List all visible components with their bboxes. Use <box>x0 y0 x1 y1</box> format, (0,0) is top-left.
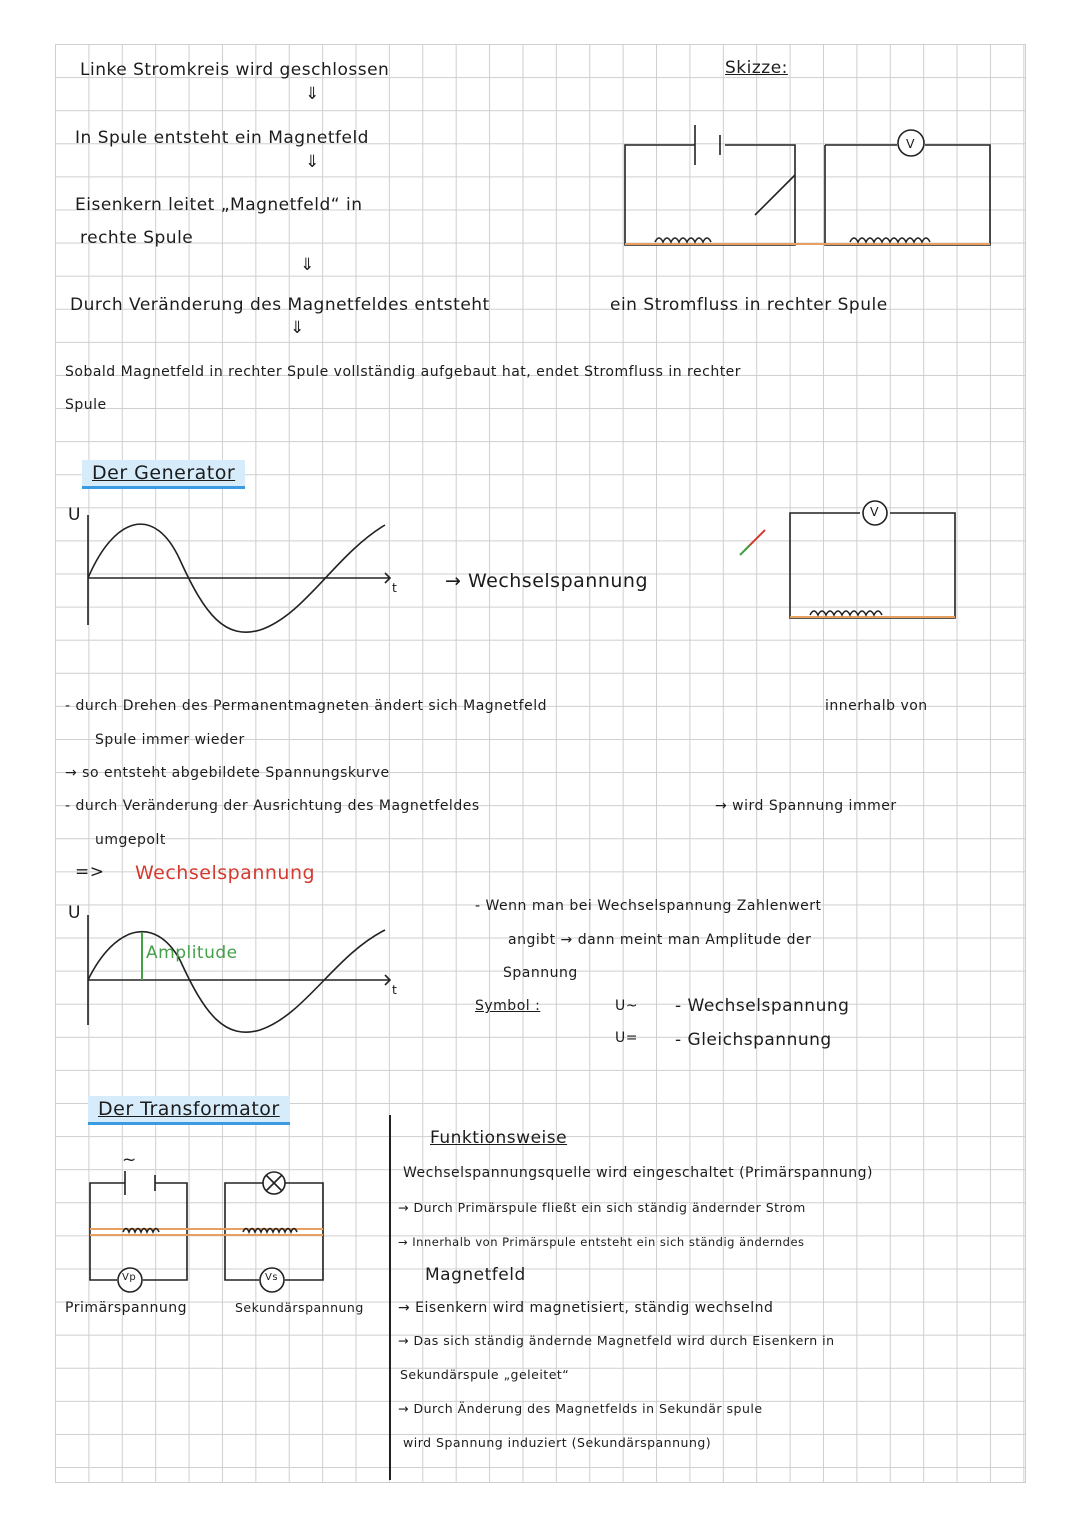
down-arrow: ⇓ <box>305 84 320 104</box>
voltmeter-symbol: V <box>906 136 916 151</box>
left-coil <box>655 238 711 242</box>
intro-line-7: Spule <box>65 397 107 413</box>
down-arrow: ⇓ <box>305 152 320 172</box>
symbol-ac-desc: - Wechselspannung <box>675 996 850 1016</box>
step-6-cont: wird Spannung induziert (Sekundärspannung) <box>403 1435 712 1450</box>
ac-symbol: ~ <box>122 1150 137 1170</box>
curve-label: → Wechselspannung <box>445 570 649 592</box>
primary-wire-left <box>90 1183 125 1280</box>
axis-t-label: t <box>392 982 398 997</box>
intro-line-5b: ein Stromfluss in rechter Spule <box>610 295 888 315</box>
generator-point-1-cont: Spule immer wieder <box>95 732 245 748</box>
voltmeter-symbol: V <box>870 504 880 519</box>
note-line-1: - Wenn man bei Wechselspannung Zahlenwert <box>475 898 822 914</box>
generator-point-3-cont: umgepolt <box>95 832 166 848</box>
symbol-label: Symbol : <box>475 998 541 1014</box>
axis-u-label: U <box>68 505 81 525</box>
sketch-label: Skizze: <box>725 58 788 78</box>
intro-line-4: rechte Spule <box>80 228 194 248</box>
note-line-3: Spannung <box>503 965 578 981</box>
sketch-circuits <box>615 115 1005 255</box>
intro-line-1: Linke Stromkreis wird geschlossen <box>80 60 390 80</box>
generator-point-1b: innerhalb von <box>825 698 928 714</box>
sine-graph-1 <box>85 515 405 645</box>
generator-coil <box>810 611 882 615</box>
intro-line-3: Eisenkern leitet „Magnetfeld“ in <box>75 195 363 215</box>
result-arrow: => <box>75 862 105 882</box>
right-circuit-wire <box>825 145 990 245</box>
amplitude-label: Amplitude <box>146 943 238 963</box>
generator-point-1: - durch Drehen des Permanentmagneten ändert sich Magnetfeld <box>65 698 547 714</box>
primary-wire-right <box>143 1183 187 1280</box>
generator-point-2: → so entsteht abgebildete Spannungskurve <box>65 765 390 781</box>
note-line-2: angibt → dann meint man Amplitude der <box>508 932 812 948</box>
divider-line <box>388 1115 392 1485</box>
secondary-coil <box>243 1229 297 1233</box>
primary-voltage-label: Primärspannung <box>65 1300 187 1316</box>
step-2: → Durch Primärspule fließt ein sich ständig ändernder Strom <box>398 1200 806 1215</box>
symbol-dc-desc: - Gleichspannung <box>675 1030 832 1050</box>
left-circuit-wire <box>625 145 795 245</box>
step-6: → Durch Änderung des Magnetfelds in Sekundär spule <box>398 1401 763 1416</box>
vp-label: Vp <box>122 1272 137 1283</box>
transformer-heading: Der Transformator <box>88 1096 290 1125</box>
intro-line-2: In Spule entsteht ein Magnetfeld <box>75 128 369 148</box>
step-1: Wechselspannungsquelle wird eingeschaltet (Primärspannung) <box>403 1165 873 1181</box>
result-wechselspannung: Wechselspannung <box>135 862 316 884</box>
generator-point-3b: → wird Spannung immer <box>715 798 897 814</box>
generator-circuit <box>735 510 975 620</box>
generator-heading: Der Generator <box>82 460 245 489</box>
step-3: → Innerhalb von Primärspule entsteht ein sich ständig änderndes <box>398 1235 805 1249</box>
vs-label: Vs <box>265 1272 279 1283</box>
sine-graph-2 <box>85 915 405 1045</box>
step-4: → Eisenkern wird magnetisiert, ständig wechselnd <box>398 1300 774 1316</box>
switch-icon <box>755 175 795 215</box>
symbol-dc: U= <box>615 1030 638 1046</box>
symbol-ac: U~ <box>615 998 638 1014</box>
down-arrow: ⇓ <box>290 318 305 338</box>
secondary-voltage-label: Sekundärspannung <box>235 1300 364 1315</box>
generator-point-3: - durch Veränderung der Ausrichtung des Magnetfeldes <box>65 798 480 814</box>
axis-t-label: t <box>392 580 398 595</box>
step-5-cont: Sekundärspule „geleitet“ <box>400 1367 570 1382</box>
down-arrow: ⇓ <box>300 255 315 275</box>
step-5: → Das sich ständig ändernde Magnetfeld wird durch Eisenkern in <box>398 1333 835 1348</box>
generator-circuit-wire <box>790 513 955 618</box>
intro-line-6: Sobald Magnetfeld in rechter Spule vollständig aufgebaut hat, endet Stromfluss in rechter <box>65 364 742 380</box>
step-3-cont: Magnetfeld <box>425 1265 526 1285</box>
function-title: Funktionsweise <box>430 1128 568 1148</box>
right-coil <box>850 238 930 242</box>
intro-line-5: Durch Veränderung des Magnetfeldes entsteht <box>70 295 490 315</box>
axis-u-label: U <box>68 903 81 923</box>
magnet-green <box>740 545 750 555</box>
